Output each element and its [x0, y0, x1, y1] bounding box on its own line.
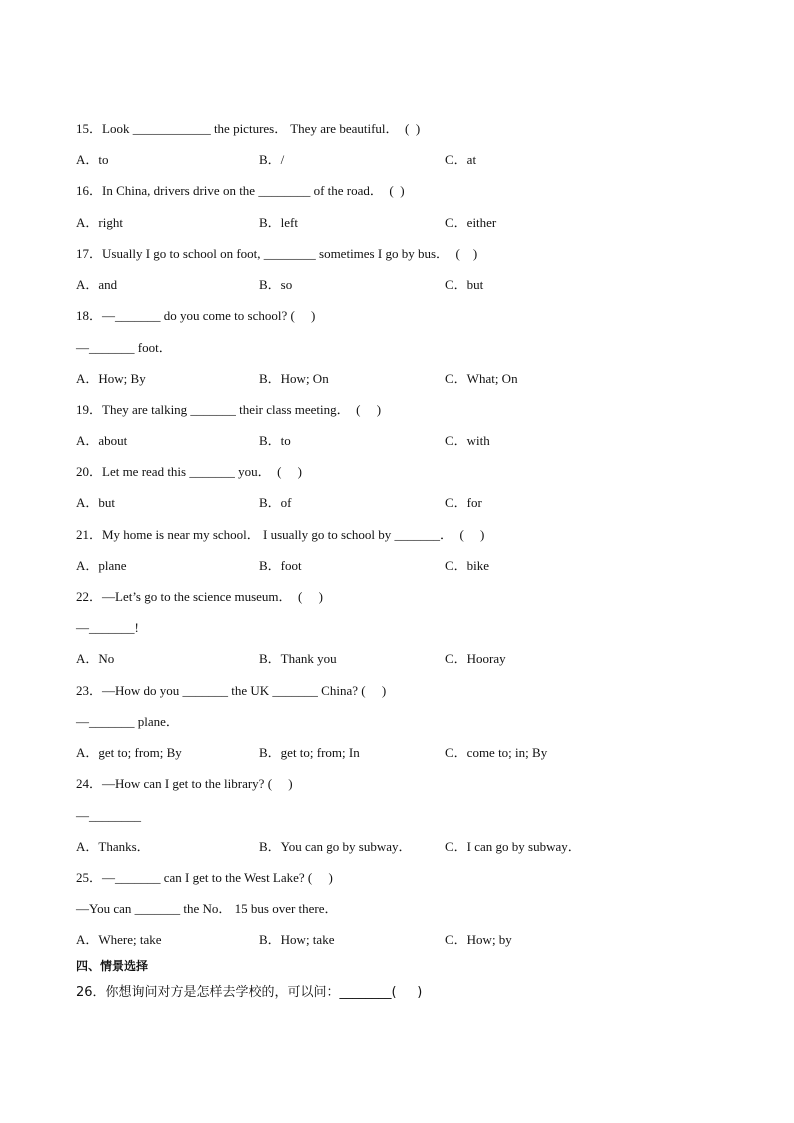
question-20-option-b: B．of — [259, 495, 292, 510]
question-24-option-b: B．You can go by subway． — [259, 839, 412, 854]
question-18-option-c: C．What; On — [445, 371, 518, 386]
question-23-options — [76, 745, 716, 761]
question-18-stem: 18．—_______ do you come to school? ( ) — [76, 308, 316, 323]
question-25-options — [76, 932, 716, 948]
question-22-stem: 22．—Let’s go to the science museum． ( ) — [76, 589, 323, 604]
question-23-reply: —_______ plane． — [76, 714, 179, 729]
question-23-option-c: C．come to; in; By — [445, 745, 548, 760]
question-21-stem: 21．My home is near my school． I usually go to school by _______． ( ) — [76, 527, 485, 542]
question-15-option-a: A．to — [76, 152, 109, 167]
question-17-stem: 17．Usually I go to school on foot, ________ sometimes I go by bus． ( ) — [76, 246, 478, 261]
question-19-option-c: C．with — [445, 433, 490, 448]
question-15-stem: 15．Look ____________ the pictures． They are beautiful． ( ) — [76, 121, 421, 136]
question-21-options — [76, 558, 716, 574]
question-17-option-a: A．and — [76, 277, 118, 292]
question-19-stem: 19．They are talking _______ their class meeting． ( ) — [76, 402, 382, 417]
question-21-option-a: A．plane — [76, 558, 127, 573]
question-24-stem: 24．—How can I get to the library? ( ) — [76, 776, 293, 791]
question-20-option-c: C．for — [445, 495, 482, 510]
question-16-option-b: B．left — [259, 215, 298, 230]
question-16-options — [76, 215, 716, 231]
question-16-stem: 16．In China, drivers drive on the ________ of the road． ( ) — [76, 183, 405, 198]
question-25-reply: —You can _______ the No． 15 bus over there． — [76, 901, 338, 916]
question-22-option-b: B．Thank you — [259, 651, 337, 666]
question-18-option-a: A．How; By — [76, 371, 146, 386]
question-21-option-c: C．bike — [445, 558, 490, 573]
question-18-options — [76, 371, 716, 387]
question-22-option-a: A．No — [76, 651, 115, 666]
question-24-option-c: C．I can go by subway． — [445, 839, 581, 854]
question-23-stem: 23．—How do you _______ the UK _______ China? ( ) — [76, 683, 387, 698]
question-15-option-b: B．/ — [259, 152, 285, 167]
question-25-option-c: C．How; by — [445, 932, 512, 947]
question-24-option-a: A．Thanks． — [76, 839, 150, 854]
question-17-option-c: C．but — [445, 277, 484, 292]
question-16-option-a: A．right — [76, 215, 123, 230]
question-16-option-c: C．either — [445, 215, 497, 230]
question-21-option-b: B．foot — [259, 558, 302, 573]
question-15-options — [76, 152, 716, 168]
question-18-reply: —_______ foot． — [76, 340, 172, 355]
question-24-reply: —________ — [76, 808, 141, 823]
question-24-options — [76, 839, 716, 855]
question-17-options — [76, 277, 716, 293]
question-20-options — [76, 495, 716, 511]
question-22-option-c: C．Hooray — [445, 651, 506, 666]
question-20-stem: 20．Let me read this _______ you． ( ) — [76, 464, 303, 479]
question-25-option-a: A．Where; take — [76, 932, 162, 947]
question-22-reply: —_______! — [76, 620, 139, 635]
question-15-option-c: C．at — [445, 152, 477, 167]
question-17-option-b: B．so — [259, 277, 293, 292]
question-23-option-b: B．get to; from; In — [259, 745, 360, 760]
question-22-options — [76, 651, 716, 667]
question-25-option-b: B．How; take — [259, 932, 335, 947]
question-19-options — [76, 433, 716, 449]
question-26-stem: 26．你想询问对方是怎样去学校的，可以问：________( ) — [76, 985, 423, 1000]
question-20-option-a: A．but — [76, 495, 116, 510]
question-18-option-b: B．How; On — [259, 371, 329, 386]
question-19-option-a: A．about — [76, 433, 128, 448]
question-25-stem: 25．—_______ can I get to the West Lake? ( ) — [76, 870, 333, 885]
question-19-option-b: B．to — [259, 433, 291, 448]
section-4-title: 四、情景选择 — [76, 959, 149, 973]
question-23-option-a: A．get to; from; By — [76, 745, 182, 760]
